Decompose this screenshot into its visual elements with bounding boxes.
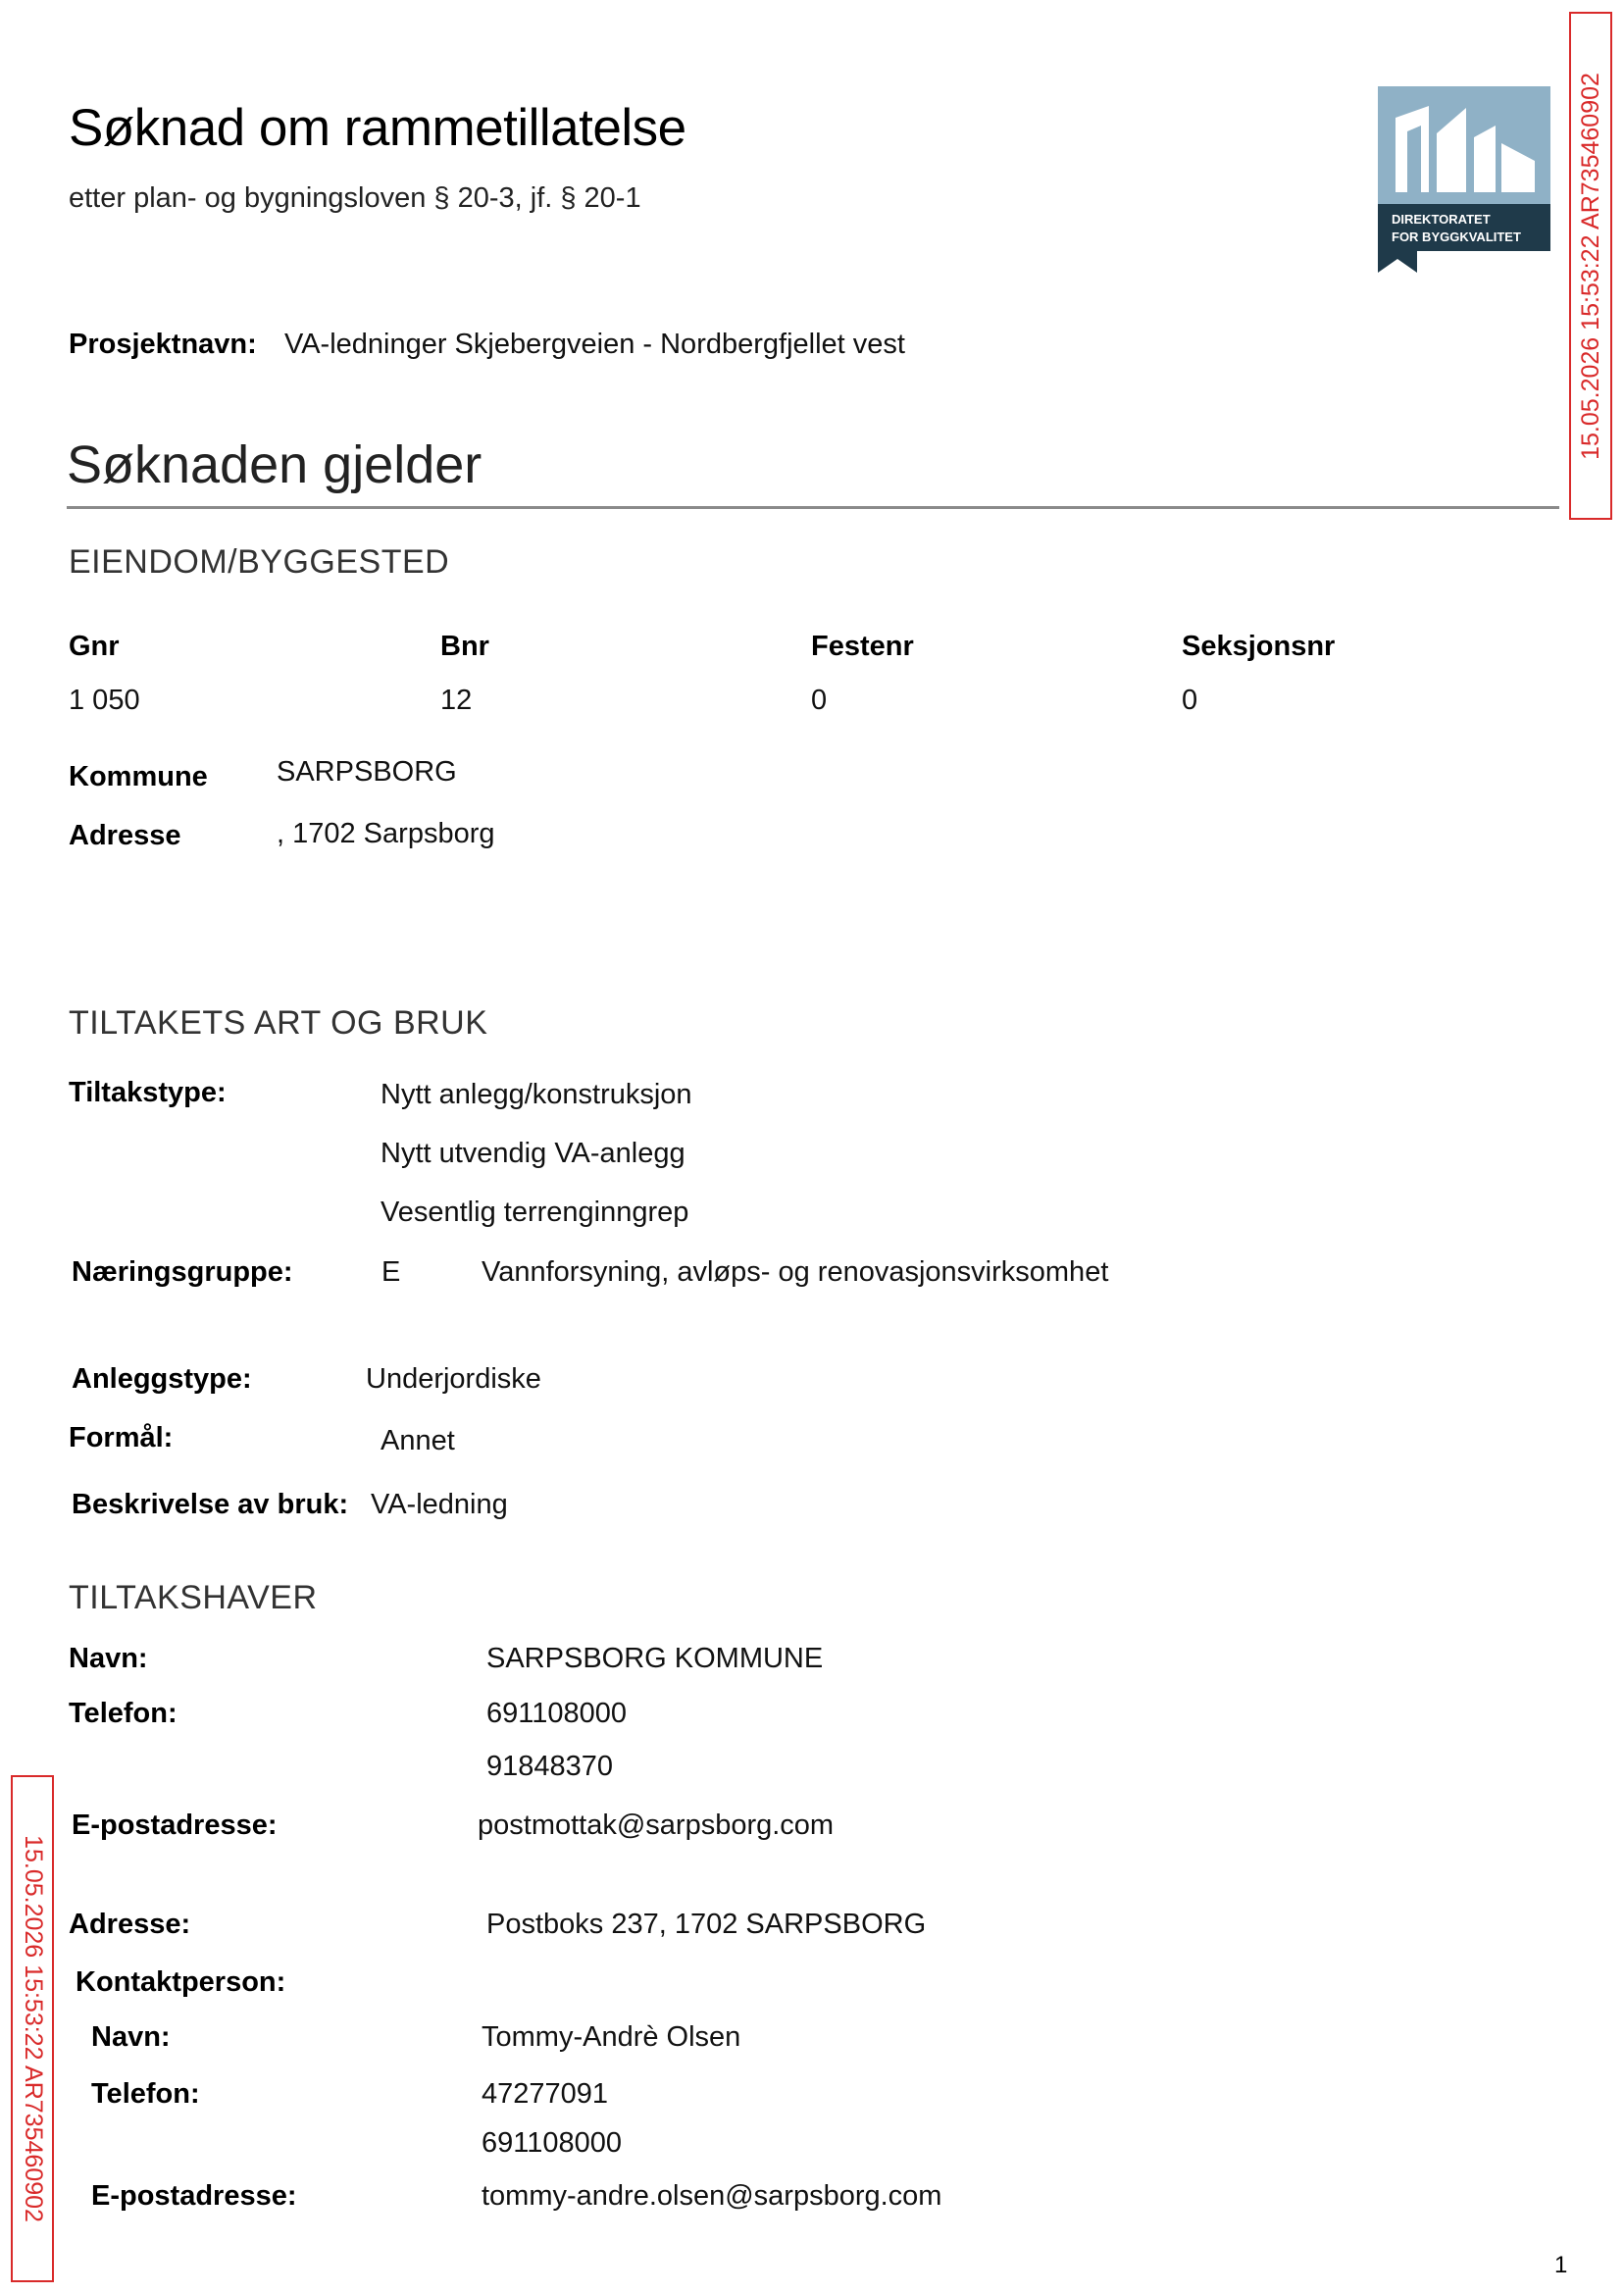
tiltakstype-item: Vesentlig terrenginngrep (381, 1197, 689, 1228)
gnr-label: Gnr (69, 631, 120, 662)
tiltakshaver-telefon-label: Telefon: (69, 1698, 178, 1729)
adresse-label: Adresse (69, 820, 181, 851)
section-heading-soknaden: Søknaden gjelder (67, 435, 482, 494)
bnr-value: 12 (440, 685, 473, 716)
dibk-logo-icon (1378, 86, 1550, 276)
tiltak-heading: TILTAKETS ART OG BRUK (69, 1004, 488, 1042)
project-value: VA-ledninger Skjebergveien - Nordbergfjellet vest (284, 329, 905, 360)
logo-line2: FOR BYGGKVALITET (1392, 229, 1521, 244)
gnr-value: 1 050 (69, 685, 140, 716)
adresse-value: , 1702 Sarpsborg (277, 818, 495, 849)
tiltakshaver-telefon-value: 91848370 (486, 1751, 614, 1782)
page-number: 1 (1554, 2252, 1568, 2278)
timestamp-stamp-top (1569, 12, 1612, 520)
anleggstype-value: Underjordiske (366, 1363, 541, 1395)
kontaktperson-label: Kontaktperson: (76, 1966, 286, 1998)
tiltakshaver-adresse-label: Adresse: (69, 1909, 191, 1940)
kontakt-telefon-value: 47277091 (482, 2078, 609, 2110)
kontakt-epost-value: tommy-andre.olsen@sarpsborg.com (482, 2180, 942, 2212)
tiltakshaver-adresse-value: Postboks 237, 1702 SARPSBORG (486, 1909, 927, 1940)
timestamp-stamp-bottom-text: 15.05.2026 15:53:22 AR735460902 (19, 1835, 47, 2222)
naeringsgruppe-label: Næringsgruppe: (72, 1256, 293, 1288)
document-title: Søknad om rammetillatelse (69, 99, 686, 157)
naeringsgruppe-code: E (381, 1256, 401, 1288)
tiltakstype-item: Nytt utvendig VA-anlegg (381, 1138, 685, 1169)
document-subtitle: etter plan- og bygningsloven § 20-3, jf. § 20-1 (69, 182, 641, 214)
kontakt-telefon-value: 691108000 (482, 2127, 623, 2159)
seksjonsnr-label: Seksjonsnr (1182, 631, 1336, 662)
eiendom-heading: EIENDOM/BYGGESTED (69, 543, 450, 581)
timestamp-stamp-top-text: 15.05.2026 15:53:22 AR735460902 (1576, 72, 1604, 460)
formaal-value: Annet (381, 1425, 455, 1456)
anleggstype-label: Anleggstype: (72, 1363, 252, 1395)
beskrivelse-label: Beskrivelse av bruk: (72, 1489, 349, 1520)
kontakt-navn-value: Tommy-Andrè Olsen (482, 2021, 741, 2053)
kontakt-telefon-label: Telefon: (91, 2078, 200, 2110)
tiltakstype-label: Tiltakstype: (69, 1077, 227, 1108)
festenr-value: 0 (811, 685, 828, 716)
kontakt-epost-label: E-postadresse: (91, 2180, 297, 2212)
kommune-label: Kommune (69, 761, 208, 792)
tiltakshaver-navn-label: Navn: (69, 1643, 148, 1674)
bnr-label: Bnr (440, 631, 489, 662)
tiltakshaver-epost-label: E-postadresse: (72, 1810, 278, 1841)
formaal-label: Formål: (69, 1422, 174, 1453)
festenr-label: Festenr (811, 631, 914, 662)
kommune-value: SARPSBORG (277, 756, 457, 788)
beskrivelse-value: VA-ledning (371, 1489, 508, 1520)
dibk-logo (1378, 86, 1550, 276)
tiltakshaver-navn-value: SARPSBORG KOMMUNE (486, 1643, 824, 1674)
seksjonsnr-value: 0 (1182, 685, 1198, 716)
tiltakshaver-epost-value: postmottak@sarpsborg.com (478, 1810, 835, 1841)
naeringsgruppe-text: Vannforsyning, avløps- og renovasjonsvirksomhet (482, 1256, 1109, 1288)
tiltakshaver-heading: TILTAKSHAVER (69, 1579, 318, 1616)
tiltakshaver-telefon-value: 691108000 (486, 1698, 628, 1729)
project-label: Prosjektnavn: (69, 329, 257, 360)
logo-line1: DIREKTORATET (1392, 212, 1491, 227)
kontakt-navn-label: Navn: (91, 2021, 171, 2053)
section-divider (67, 506, 1559, 509)
tiltakstype-item: Nytt anlegg/konstruksjon (381, 1079, 692, 1110)
timestamp-stamp-bottom (11, 1775, 54, 2282)
